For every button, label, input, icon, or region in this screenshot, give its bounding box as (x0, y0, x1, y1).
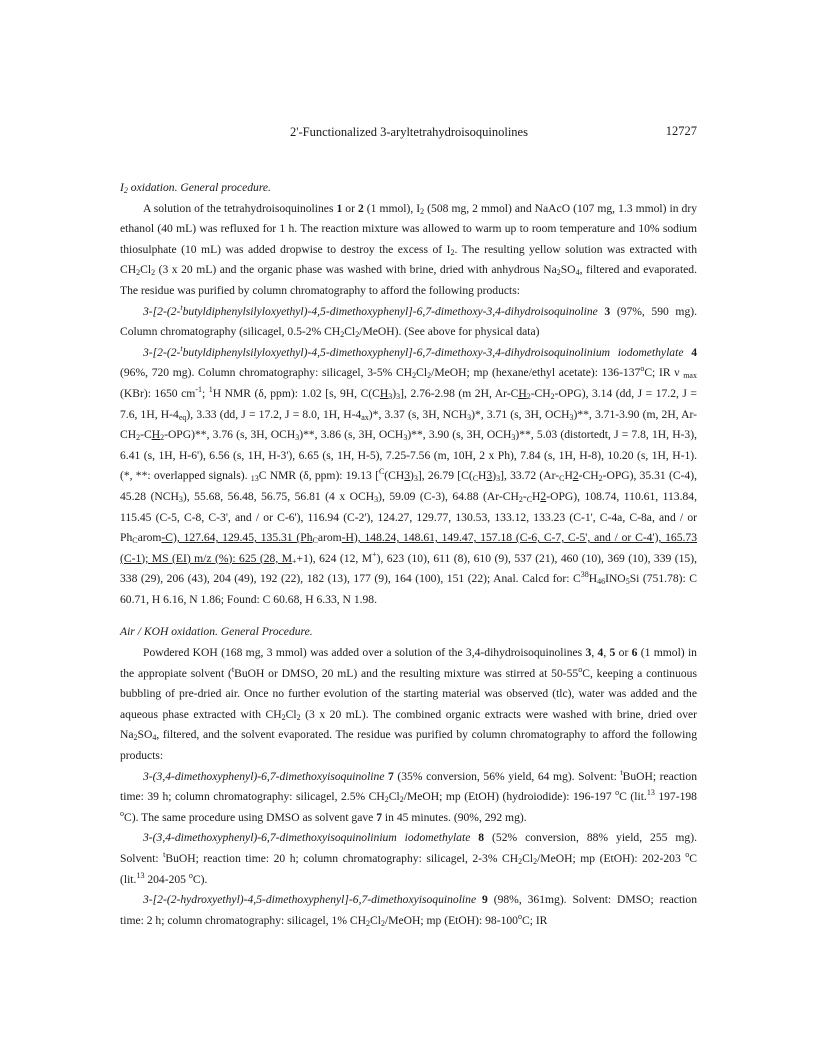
product-4-entry: 3-[2-(2-$^t$butyldiphenylsilyloxyethyl)-4,5-dimethoxyphenyl]-6,7-dimethoxy-3,4-dihydroisoquinolinium iodomethylate 4 (96%, 720 mg). Column chromatography: silicagel, 3-5% $CH_2Cl_2$/MeOH; mp (hexane/ethyl acetate): 136-137$^o$C; IR ν $_{max}$ (KBr): 1650 $cm^{-1}$; $^1$H NMR (δ, ppm): 1.02 [s, 9H, $C(CH_3)_3$], 2.76-2.98 (m 2H, $Ar-CH_2-CH_2-OPG$), 3.14 (dd, J = 17.2, J = 7.6, 1H, $H-4_{eq}$), 3.33 (dd, J = 17.2, J = 8.0, 1H, $H-4_{ax})*$, 3.37 (s, 3H, $NCH_3)*$, 3.71 (s, 3H, $OCH_3)**$, 3.71-3.90 (m, 2H, $Ar-CH_2-CH_2-OPG)**$, 3.76 (s, 3H, $OCH_3)**$, 3.86 (s, 3H, $OCH_3)**$, 3.90 (s, 3H, $OCH_3)**$, 5.03 (distortedt, J = 7.8, 1H, H-3), 6.41 (s, 1H, H-6'), 6.56 (s, 1H, H-3'), 6.65 (s, 1H, H-5), 7.25-7.56 (m, 10H, 2 x Ph), 7.84 (s, 1H, H-8), 10.20 (s, 1H, H-1). (*, **: overlapped signals). $_{13}$C NMR (δ, ppm): 19.13 $[^C(CH3)_3]$, 26.79 $[C(_CH3)_3]$, 33.72 $(Ar-_CH2-CH_2-OPG)$, 35.31 (C-4), 45.28 $(NCH_3)$, 55.68, 56.48, 56.75, 56.81 (4 x $OCH_3$), 59.09 (C-3), 64.88 $(Ar-CH_2-_CH2-OPG)$, 108.74, 110.61, 113.84, 115.45 (C-5, C-8, C-3', and / or C-6'), 116.94 (C-2'), 124.27, 129.77, 130.53, 133.12, 133.23 (C-1', C-4a, C-8a, and / or $Ph_Carom-C$), 127.64, 129.45, 135.31 $(Ph_Carom-H)$, 148.24, 148.61, 149.47, 157.18 (C-6, C-7, C-5', and / or C-4'), 165.73 (C-1); MS (EI) m/z (%): 625 (28, $M_++1$), 624 (12, M+), 623 (10), 611 (8), 610 (9), 537 (21), 460 (10), 369 (10), 339 (15), 338 (29), 206 (43), 204 (49), 192 (22), 182 (13), 177 (9), 164 (100), 151 (22); Anal. Calcd for: $C^{38}H_{46}INO_5Si$ (751.78): C 60.71, H 6.16, N 1.86; Found: C 60.68, H 6.33, N 1.98. (120, 343, 698, 606)
section-heading-iodine-oxidation: $I_2$ oxidation. General procedure. (120, 181, 271, 195)
product-8-entry: 3-(3,4-dimethoxyphenyl)-6,7-dimethoxyisoquinolinium iodomethylate 8 (52% conversion, 88% yield, 255 mg). Solvent: $^t$BuOH; reaction time: 20 h; column chromatography: silicagel, 2-3% $CH_2Cl_2$/MeOH; mp (EtOH): 202-203 $^o$C (lit.$^{13}$ 204-205 $^o$C). (120, 831, 697, 886)
product-3-entry: 3-[2-(2-$^t$butyldiphenylsilyloxyethyl)-4,5-dimethoxyphenyl]-6,7-dimethoxy-3,4-dihydroisoquinoline 3 (97%, 590 mg). Column chromatography (silicagel, 0.5-2% $CH_2Cl_2/MeOH$). (See above for physical data) (120, 302, 697, 340)
section-heading-air-koh-oxidation: Air / KOH oxidation. General Procedure. (120, 625, 313, 639)
product-7-entry: 3-(3,4-dimethoxyphenyl)-6,7-dimethoxyisoquinoline 7 (35% conversion, 56% yield, 64 mg). Solvent: $^t$BuOH; reaction time: 39 h; column chromatography: silicagel, 2.5% $CH_2Cl_2$/MeOH; mp (EtOH) (hydroiodide): 196-197 $^o$C (lit.$^{13}$ 197-198 $^o$C). The same procedure using DMSO as solvent gave 7 in 45 minutes. (90%, 292 mg). (120, 767, 697, 824)
iodine-oxidation-procedure: A solution of the tetrahydroisoquinolines 1 or 2 (1 mmol), $I_2$ (508 mg, 2 mmol) and NaAcO (107 mg, 1.3 mmol) in dry ethanol (40 mL) was refluxed for 1 h. The reaction mixture was allowed to warm up to room temperature and 10% sodium thiosulphate (10 mL) was added dropwise to destroy the excess of $I_2$. The resulting yellow solution was extracted with $CH_2Cl_2$ (3 x 20 mL) and the organic phase was washed with brine, dried with anhydrous $Na_2SO_4$, filtered and evaporated. The residue was purified by column chromatography to afford the following products: (120, 201, 698, 297)
air-koh-procedure: Powdered KOH (168 mg, 3 mmol) was added over a solution of the 3,4-dihydroisoquinolines 3, 4, 5 or 6 (1 mmol) in the appropiate solvent ($^t$BuOH or DMSO, 20 mL) and the resulting mixture was stirred at 50-55$^o$C, keeping a continuous bubbling of pre-dried air. Once no further evolution of the starting material was observed (tlc), water was added and the aqueous phase extracted with $CH_2Cl_2$ (3 x 20 mL). The combined organic extracts were washed with brine, dried over $Na_2SO_4$, filtered, and the solvent evaporated. The residue was purified by column chromatography to afford the following products: (120, 646, 698, 763)
article-body (120, 178, 697, 931)
section-spacer (120, 610, 697, 622)
page-number: 12727 (665, 124, 697, 138)
running-title: 2'-Functionalized 3-aryltetrahydroisoquinolines (290, 125, 528, 139)
page-header (120, 121, 697, 141)
product-9-entry: 3-[2-(2-hydroxyethyl)-4,5-dimethoxyphenyl]-6,7-dimethoxyisoquinoline 9 (98%, 361mg). Solvent: DMSO; reaction time: 2 h; column chromatography: silicagel, 1% $CH_2Cl_2$/MeOH; mp (EtOH): 98-100$^o$C; IR (120, 893, 697, 928)
